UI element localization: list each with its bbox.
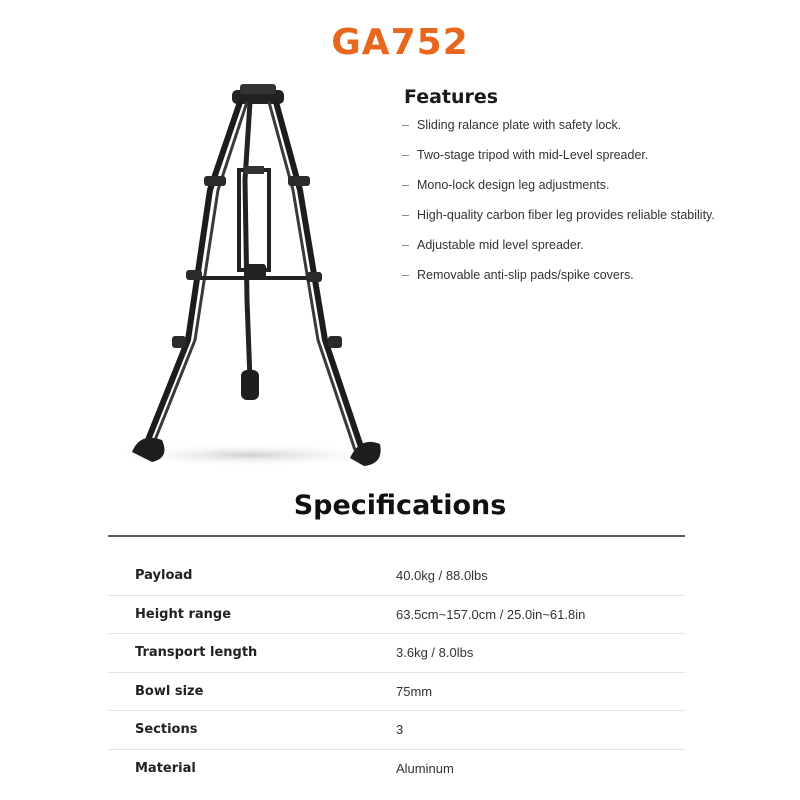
spec-value: Aluminum (396, 760, 454, 776)
dash-bullet-icon: – (402, 268, 409, 282)
spec-label: Bowl size (135, 683, 204, 699)
features-list (402, 118, 722, 298)
spec-value: 3 (396, 722, 404, 737)
spec-label: Height range (135, 606, 232, 622)
feature-text: Two-stage tripod with mid-Level spreader. (417, 148, 649, 162)
feature-item (402, 268, 722, 282)
feature-item (402, 148, 722, 162)
dash-bullet-icon: – (402, 208, 409, 222)
tripod-icon (100, 80, 420, 480)
feature-text: Adjustable mid level spreader. (417, 238, 584, 252)
specifications-table (108, 557, 685, 787)
features-heading: Features (404, 86, 499, 108)
feature-item (402, 178, 722, 192)
spec-row (108, 673, 685, 712)
spec-row (108, 596, 685, 635)
spec-value: 63.5cm~157.0cm / 25.0in~61.8in (396, 606, 586, 622)
spec-row (108, 634, 685, 673)
product-model-title: GA752 (331, 22, 469, 63)
spec-label: Sections (135, 722, 198, 737)
feature-item (402, 208, 722, 222)
feature-item (402, 118, 722, 132)
spec-row (108, 711, 685, 750)
feature-text: Mono-lock design leg adjustments. (417, 178, 610, 192)
feature-item (402, 238, 722, 252)
dash-bullet-icon: – (402, 178, 409, 192)
spec-label: Transport length (135, 645, 258, 660)
spec-value: 40.0kg / 88.0lbs (396, 568, 488, 583)
specifications-divider (108, 535, 685, 537)
dash-bullet-icon: – (402, 148, 409, 162)
feature-text: Removable anti-slip pads/spike covers. (417, 268, 634, 282)
spec-row (108, 557, 685, 596)
specifications-heading: Specifications (293, 490, 507, 521)
spec-row (108, 750, 685, 788)
spec-label: Material (135, 760, 196, 776)
spec-label: Payload (135, 568, 193, 583)
dash-bullet-icon: – (402, 118, 409, 132)
feature-text: High-quality carbon fiber leg provides reliable stability. (417, 208, 715, 222)
dash-bullet-icon: – (402, 238, 409, 252)
spec-value: 75mm (396, 683, 433, 699)
spec-value: 3.6kg / 8.0lbs (396, 645, 474, 660)
feature-text: Sliding ralance plate with safety lock. (417, 118, 622, 132)
